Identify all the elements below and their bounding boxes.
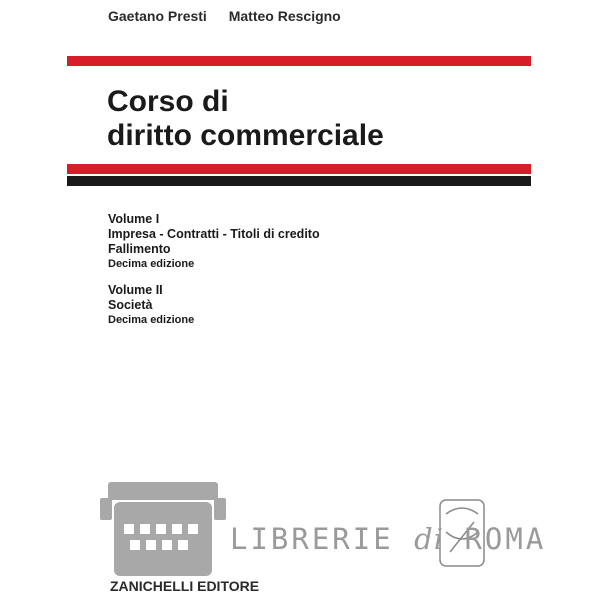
volume-1-subtitle-2: Fallimento [108, 242, 171, 256]
volume-1-subtitle: Impresa - Contratti - Titoli di credito [108, 227, 320, 241]
volume-2-subtitle: Società [108, 298, 153, 312]
watermark-text-b: di [414, 522, 444, 556]
volumes-info [108, 212, 320, 328]
volume-2 [108, 283, 320, 328]
volume-1 [108, 212, 320, 272]
red-band-bottom [67, 164, 531, 174]
watermark-text [230, 522, 546, 556]
black-band [67, 176, 531, 186]
author-1: Gaetano Presti [108, 8, 207, 24]
volume-2-edition: Decima edizione [108, 314, 195, 326]
authors [108, 8, 359, 24]
title-line-2: diritto commerciale [107, 119, 384, 152]
typewriter-icon [100, 482, 226, 576]
volume-2-label: Volume II [108, 283, 163, 297]
title-line-1: Corso di [107, 85, 229, 118]
author-2: Matteo Rescigno [228, 8, 341, 24]
publisher-name: ZANICHELLI EDITORE [110, 578, 260, 594]
watermark-text-c: ROMA [443, 522, 547, 556]
red-band-top [67, 56, 531, 66]
volume-1-edition: Decima edizione [108, 258, 195, 270]
watermark-text-a: LIBRERIE [230, 522, 415, 556]
volume-1-label: Volume I [108, 212, 160, 226]
book-title [107, 85, 384, 153]
